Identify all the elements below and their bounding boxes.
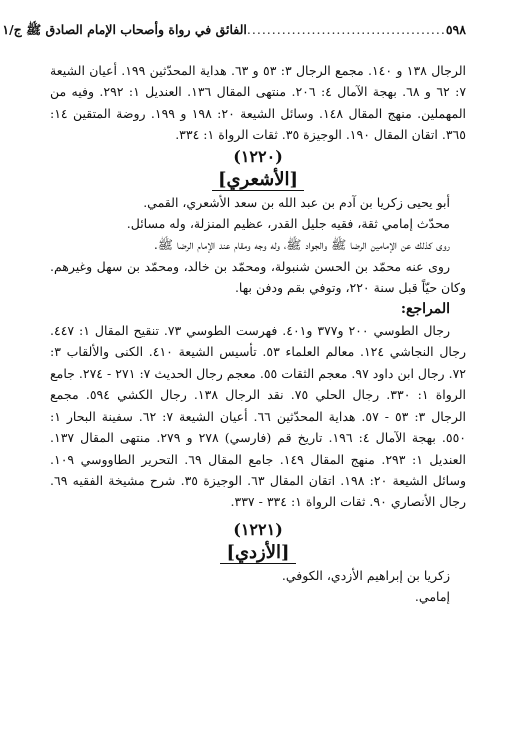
entry-heading: [الأشعري]: [212, 169, 304, 191]
sources-heading: المراجع:: [400, 300, 450, 317]
book-title: الفائق في رواة وأصحاب الإمام الصادق ﷺ ج/١: [2, 22, 247, 37]
entry-paragraph: أبو يحيى زكريا بن آدم بن عبد الله بن سعد الأشعري، القمي.: [143, 194, 450, 210]
entry-number: (١٢٢١): [233, 519, 283, 539]
entry-paragraph: روى عنه محمّد بن الحسن شنبولة، ومحمّد بن خالد، ومحمّد بن سهل وغيرهم. وكان حيّاً قبل سنة ٢٢٠، وتوفي بقم ودفن بها.: [50, 258, 466, 296]
entry-number: (١٢٢٠): [233, 146, 283, 166]
page-body: [50, 60, 466, 608]
entry-paragraph: زكريا بن إبراهيم الأزدي، الكوفي.: [281, 567, 450, 583]
entry-heading: [الأزدي]: [220, 542, 295, 564]
entry-paragraph: إمامي.: [414, 589, 450, 605]
running-header: [2, 22, 466, 41]
previous-entry-references: الرجال ١٣٨ و ١٤٠. مجمع الرجال ٣: ٥٣ و ٦٣. هداية المحدّثين ١٩٩. أعيان الشيعة ٧: ٦٢ و ٦٨. بهجة الآمال ٤: ٢٠٦. منتهى المقال ١٣٦. العنديل ١: ٢٩٢. وفيه من المهملين. منهج المقال ١٤٨. وسائل الشيعة ٢٠: ١٩٨ و ١٩٩. روضة المتقين ١٤: ٣٦٥. اتقان المقال ١٩٠. الوجيزة ٣٥. ثقات الرواة ١: ٣٣٤.: [50, 63, 467, 143]
header-leader-dots: ........................................: [246, 22, 446, 37]
sources-list: رجال الطوسي ٢٠٠ و٣٧٧ و٤٠١. فهرست الطوسي ٧٣. تنقيح المقال ١: ٤٤٧. رجال النجاشي ١٢٤. معالم العلماء ٥٣. تأسيس الشيعة ٤١٠. الكنى والألقاب ٣: ٧٢. رجال ابن داود ٩٧. معجم الثقات ٥٥. معجم رجال الحديث ٧: ٢٧١ - ٢٧٤. جامع الرواة ١: ٣٣٠. رجال الحلي ٧٥. نقد الرجال ١٣٨. رجال الكشي ٥٩٤. مجمع الرجال ٣: ٥٣ - ٥٧. هداية المحدّثين ٦٦. أعيان الشيعة ٧: ٦٢. سفينة البحار ١: ٥٥٠. بهجة الآمال ٤: ١٩٦. تاريخ قم (فارسي) ٢٧٨ و ٢٧٩. منتهى المقال ١٣٧. العنديل ١: ٢٩٣. منهج المقال ١٤٩. جامع المقال ٦٩. التحرير الطاووسي ١٠٩. وسائل الشيعة ٢٠: ١٩٨. اتقان المقال ٦٣. الوجيزة ٣٥. شرح مشيخة الفقيه ٦٩. رجال الأنصاري ٩٠. ثقات الرواة ١: ٣٣٤ - ٣٣٧.: [50, 323, 467, 510]
page-number: ٥٩٨: [445, 22, 466, 37]
entry-paragraph: روى كذلك عن الإمامين الرضا ﷺ والجواد ﷺ، وله وجه ومقام عند الإمام الرضا ﷺ.: [153, 237, 450, 253]
entry-paragraph: محدّث إمامي ثقة، فقيه جليل القدر، عظيم المنزلة، وله مسائل.: [126, 216, 450, 232]
